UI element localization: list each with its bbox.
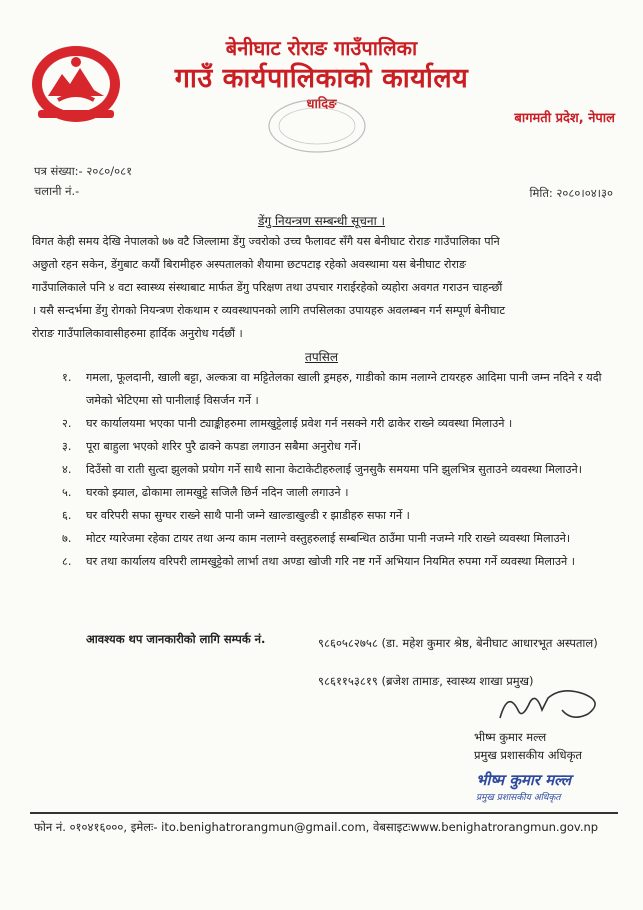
intro-paragraph [32, 230, 612, 345]
intro-line: विगत केही समय देखि नेपालको ७७ वटै जिल्लामा डेंगु ज्वरोको उच्च फैलावट सँगै यस बेनीघाट रोराङ गाउँपालिका पनि [32, 235, 500, 248]
item-text: गमला, फूलदानी, खाली बट्टा, अल्कत्रा वा मट्टितेलका खाली ड्रमहरु, गाडीको काम नलाग्ने टायरहरु आदिमा पानी जम्न नदिने र यदी जमेको भेटिएमा सो पानीलाई विसर्जन गर्ने । [86, 371, 602, 407]
details-heading: तपसिल [304, 350, 338, 364]
letter-date: मिति: २०८०।०४।३० [529, 186, 613, 200]
intro-line: अछुतो रहन सकेन, डेंगुबाट कयौं बिरामीहरु अस्पतालको शैयामा छटपटाइ रहेको अवस्थामा यस बेनीघाट रोराङ [32, 258, 467, 271]
org-name-line1: बेनीघाट रोराङ गाउँपालिका [225, 36, 418, 60]
item-number: ३. [62, 440, 72, 453]
signer-name: भीष्म कुमार मल्ल [474, 730, 547, 744]
list-item [62, 458, 622, 481]
contact-line-1: ९८६०५८२७५८ (डा. महेश कुमार श्रेष्ठ, बेनीघाट आधारभूत अस्पताल) [318, 636, 598, 650]
province-label: बागमती प्रदेश, नेपाल [514, 111, 615, 126]
org-name-line2: गाउँ कार्यपालिकाको कार्यालय [174, 63, 469, 94]
stamp-name: भीष्म कुमार मल्ल [476, 771, 571, 789]
measures-list [62, 366, 622, 573]
item-text: घर वरिपरी सफा सुग्घर राख्ने साथै पानी जम्ने खाल्डाखुल्डी र झाडीहरु सफा गर्ने । [86, 509, 410, 522]
signer-title: प्रमुख प्रशासकीय अधिकृत [474, 748, 582, 762]
name-stamp [476, 770, 586, 806]
signature-icon [492, 680, 612, 730]
reference-number: पत्र संख्या:- २०८०/०८१ [34, 164, 133, 178]
item-text: दिउँसो वा राती सुत्दा झुलको प्रयोग गर्ने साथै साना केटाकेटीहरुलाई जुनसुकै समयमा पनि झुलभित्र सुताउने व्यवस्था मिलाउने। [86, 463, 582, 476]
item-number: २. [62, 417, 72, 430]
list-item [62, 435, 622, 458]
item-text: घर तथा कार्यालय वरिपरी लामखुट्टेको लार्भा तथा अण्डा खोजी गरि नष्ट गर्ने अभियान नियमित रुपमा गर्ने व्यवस्था मिलाउने । [86, 555, 576, 568]
subject-heading: डेंगु नियन्त्रण सम्बन्धी सूचना । [257, 214, 386, 228]
item-number: १. [62, 371, 72, 384]
contact-line-2: ९८६११५३८१९ (ब्रजेश तामाङ, स्वास्थ्य शाखा प्रमुख) [318, 674, 534, 688]
footer-divider [30, 812, 618, 814]
office-stamp-icon [262, 96, 372, 156]
intro-line: रोराङ गाउँपालिकावासीहरुमा हार्दिक अनुरोध गर्दछौं । [32, 327, 243, 340]
contact-label: आवश्यक थप जानकारीको लागि सम्पर्क नं. [86, 632, 266, 646]
item-text: पूरा बाहुला भएको शरिर पुरै ढाक्ने कपडा लगाउन सबैमा अनुरोध गर्ने। [86, 440, 362, 453]
item-number: ४. [62, 463, 72, 476]
item-text: मोटर ग्यारेजमा रहेका टायर तथा अन्य काम नलाग्ने वस्तुहरुलाई सम्बन्धित ठाउँमा पानी नजम्ने गरि राख्ने व्यवस्था मिलाउने। [86, 532, 571, 545]
list-item [62, 481, 622, 504]
intro-line: । यसै सन्दर्भमा डेंगु रोगको नियन्त्रण रोकथाम र व्यवस्थापनको लागि तपसिलका उपायहरु अवलम्बन गर्न सम्पूर्ण बेनीघाट [32, 304, 505, 317]
stamp-title: प्रमुख प्रशासकीय अधिकृत [476, 793, 561, 803]
list-item [62, 366, 622, 412]
intro-line: गाउँपालिकाले पनि ४ वटा स्वास्थ्य संस्थाबाट मार्फत डेंगु परिक्षण तथा उपचार गराईरहेको व्यहोरा अवगत गराउन चाहन्छौं [32, 281, 503, 294]
item-number: ७. [62, 532, 72, 545]
item-number: ६. [62, 509, 72, 522]
list-item [62, 504, 622, 527]
item-number: ८. [62, 555, 72, 568]
list-item [62, 412, 622, 435]
item-text: घर कार्यालयमा भएका पानी ट्याङ्कीहरुमा लामखुट्टेलाई प्रवेश गर्न नसक्ने गरी ढाकेर राख्ने व्यवस्था मिलाउने । [86, 417, 513, 430]
item-number: ५. [62, 486, 72, 499]
list-item [62, 527, 622, 550]
item-text: घरको झ्याल, ढोकामा लामखुट्टे सजिलै छिर्न नदिन जाली लगाउने । [86, 486, 349, 499]
org-address: धादिङ [306, 97, 337, 112]
footer-contact: फोन नं. ०१०४१६०००, इमेलः- ito.benighatrorangmun@gmail.com, वेबसाइटःwww.benighatrorangmun.gov.np [34, 820, 599, 834]
list-item [62, 550, 622, 573]
dispatch-number: चलानी नं.- [34, 184, 80, 198]
